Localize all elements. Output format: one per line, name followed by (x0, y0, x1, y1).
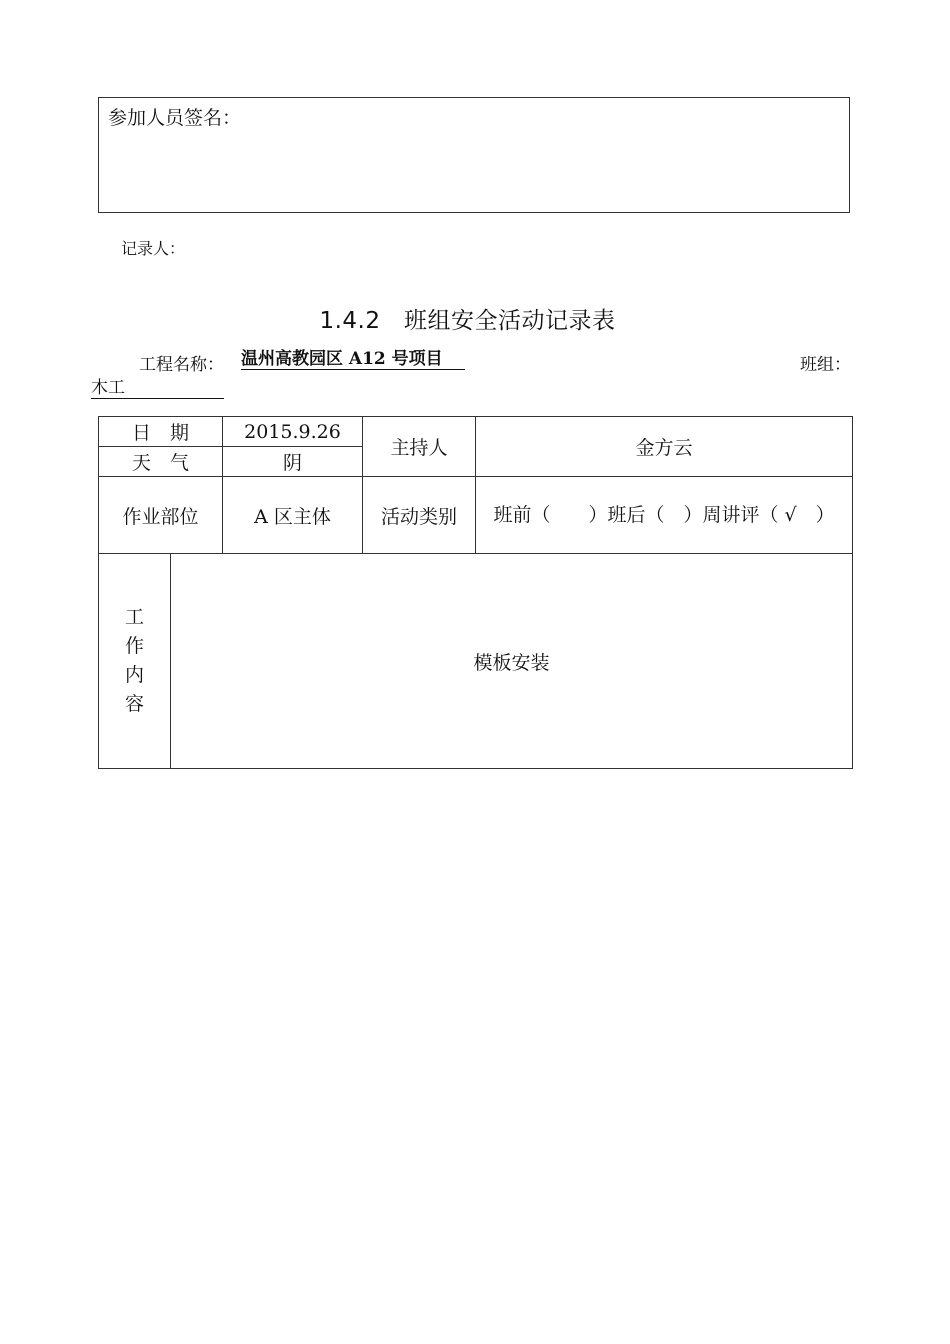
page-title: 1.4.2 班组安全活动记录表 (319, 308, 616, 334)
work-location-label: 作业部位 (99, 477, 223, 554)
signature-label: 参加人员签名： (108, 107, 242, 129)
work-content-char: 容 (124, 693, 144, 715)
activity-type-text: 班前（ ）班后（ ）周讲评（ √ ） (493, 504, 835, 526)
project-name-value: 温州高教园区 A12 号项目 (241, 349, 465, 370)
team-value: 木工 (91, 379, 224, 399)
work-content-value: 模板安装 (171, 554, 853, 769)
weather-value: 阴 (223, 447, 363, 477)
work-content-char: 作 (124, 635, 144, 657)
host-value: 金方云 (476, 417, 853, 477)
signature-box (98, 97, 850, 213)
activity-type-value (476, 477, 853, 554)
date-label: 日 期 (99, 417, 223, 447)
work-content-char: 工 (124, 606, 144, 628)
team-label: 班组： (800, 355, 851, 375)
project-name-label: 工程名称： (139, 355, 224, 375)
activity-type-label: 活动类别 (363, 477, 476, 554)
host-label: 主持人 (363, 417, 476, 477)
weather-label: 天 气 (99, 447, 223, 477)
recorder-label: 记录人： (121, 239, 186, 258)
work-location-value: A 区主体 (223, 477, 363, 554)
safety-activity-table (98, 416, 853, 769)
work-content-char: 内 (124, 664, 144, 686)
date-value: 2015.9.26 (223, 417, 363, 447)
work-content-label (99, 554, 171, 769)
